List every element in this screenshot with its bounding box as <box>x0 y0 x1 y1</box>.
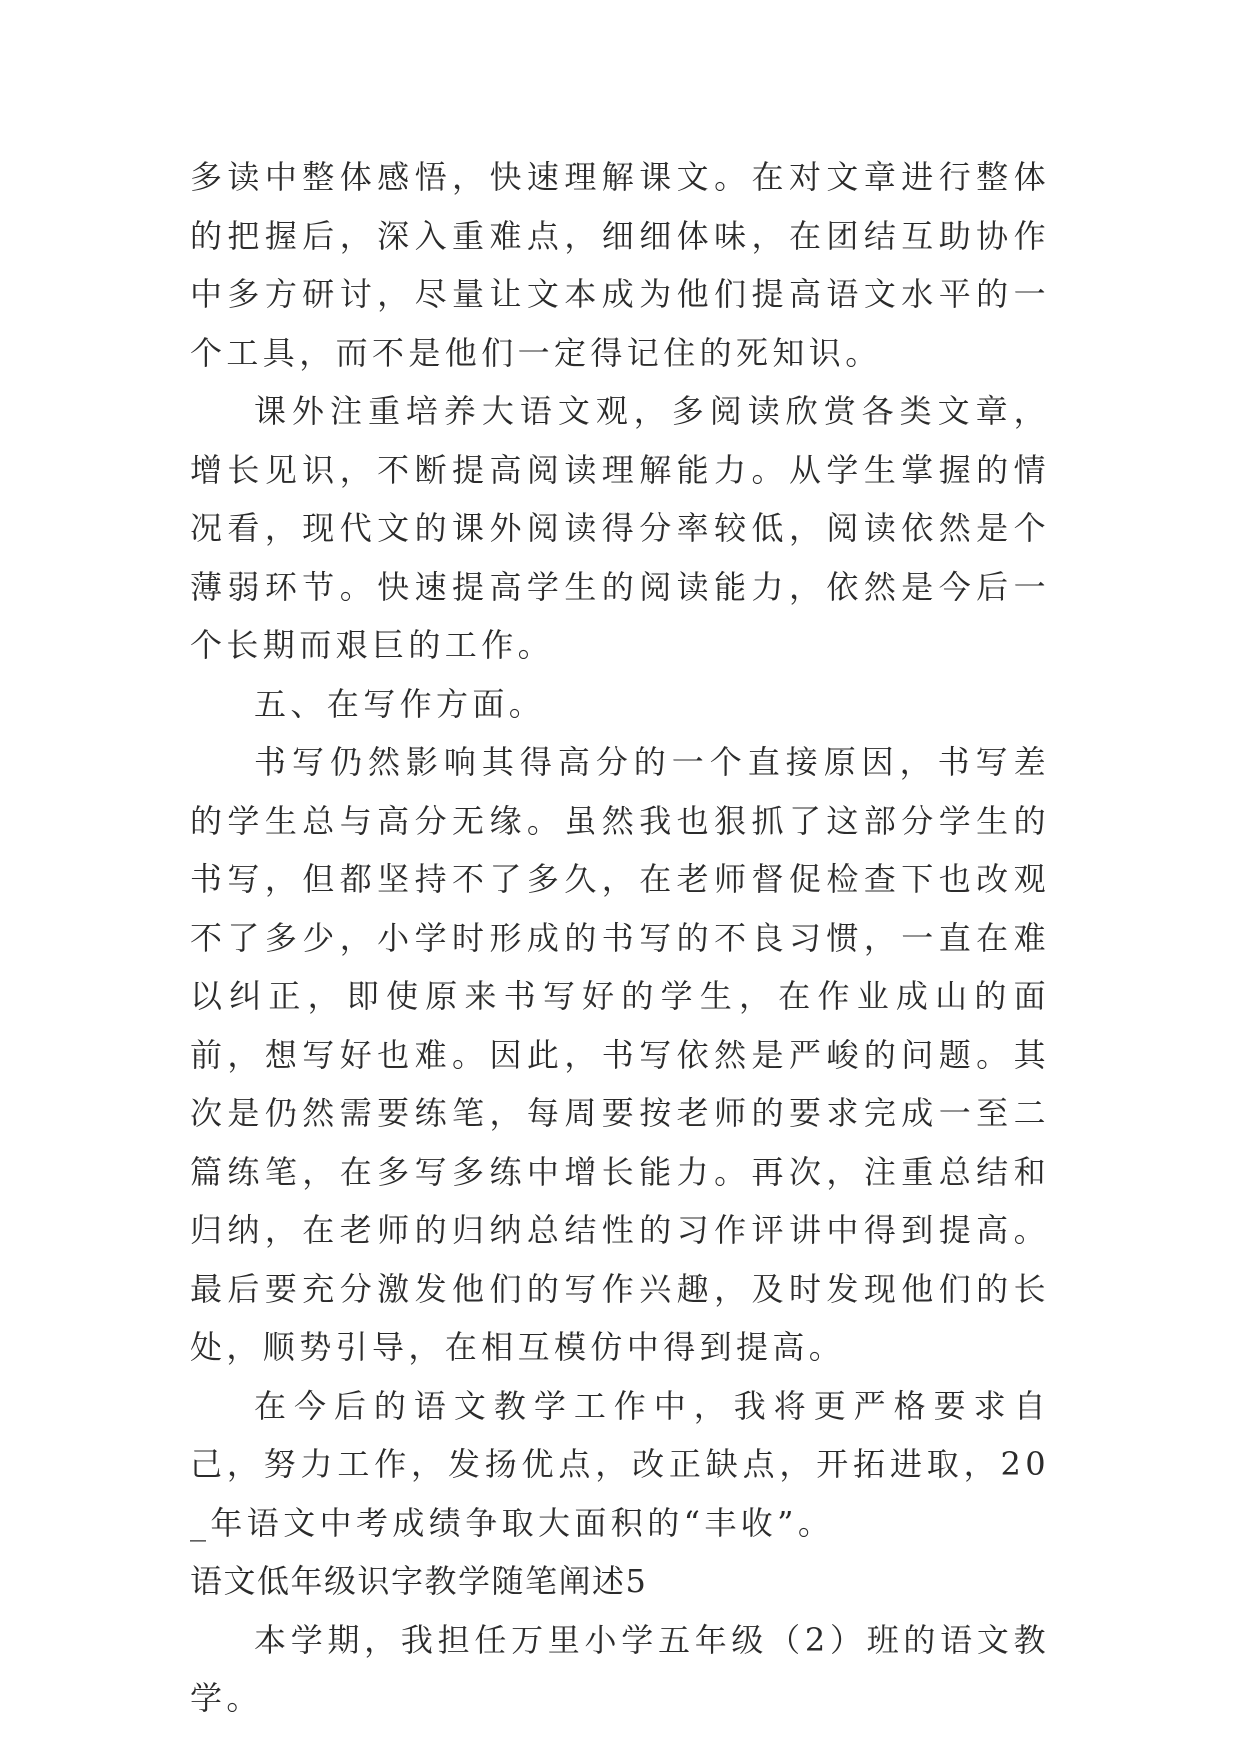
paragraph-future-plan: 在今后的语文教学工作中，我将更严格要求自己，努力工作，发扬优点，改正缺点，开拓进取，20_年语文中考成绩争取大面积的“丰收”。 <box>190 1386 1050 1542</box>
article-title: 语文低年级识字教学随笔阐述5 <box>190 1562 648 1600</box>
paragraph-intro: 本学期，我担任万里小学五年级（2）班的语文教学。 <box>190 1620 1050 1717</box>
paragraph-extracurricular-reading: 课外注重培养大语文观，多阅读欣赏各类文章，增长见识，不断提高阅读理解能力。从学生掌握的情况看，现代文的课外阅读得分率较低，阅读依然是个薄弱环节。快速提高学生的阅读能力，依然是今后一个长期而艰巨的工作。 <box>190 392 1050 664</box>
paragraph-handwriting: 书写仍然影响其得高分的一个直接原因，书写差的学生总与高分无缘。虽然我也狠抓了这部分学生的书写，但都坚持不了多久，在老师督促检查下也改观不了多少，小学时形成的书写的不良习惯，一直在难以纠正，即使原来书写好的学生，在作业成山的面前，想写好也难。因此，书写依然是严峻的问题。其次是仍然需要练笔，每周要按老师的要求完成一至二篇练笔，在多写多练中增长能力。再次，注重总结和归纳，在老师的归纳总结性的习作评讲中得到提高。最后要充分激发他们的写作兴趣，及时发现他们的长处，顺势引导，在相互模仿中得到提高。 <box>190 743 1050 1366</box>
paragraph-continued: 多读中整体感悟，快速理解课文。在对文章进行整体的把握后，深入重难点，细细体味，在团结互助协作中多方研讨，尽量让文本成为他们提高语文水平的一个工具，而不是他们一定得记住的死知识。 <box>190 158 1050 372</box>
section-heading-writing: 五、在写作方面。 <box>254 684 546 723</box>
document-body <box>190 148 1050 1728</box>
